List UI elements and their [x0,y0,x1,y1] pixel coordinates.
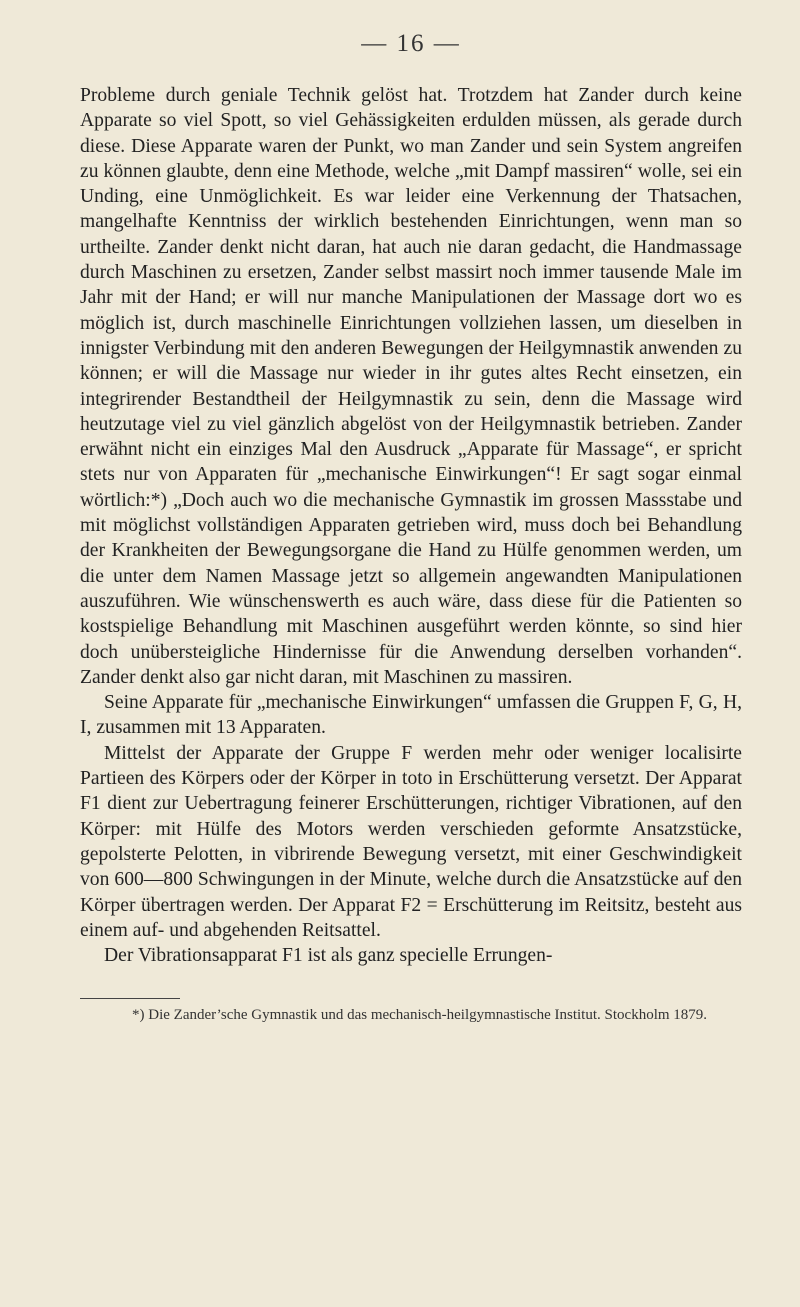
paragraph-zander-apparatus: Probleme durch geniale Technik gelöst hat. Trotzdem hat Zander durch keine Apparate so viel Spott, so viel Gehässigkeiten erdulden müssen, als gerade durch diese. Diese Apparate waren der Punkt, wo man Zander und sein System angreifen zu können glaubte, denn eine Methode, welche „mit Dampf massiren“ wolle, sei ein Unding, eine Unmöglichkeit. Es war leider eine Verkennung der Thatsachen, mangelhafte Kenntniss der wirklich bestehenden Einrichtungen, wenn man so urtheilte. Zander denkt nicht daran, hat auch nie daran gedacht, die Handmassage durch Maschinen zu ersetzen, Zander selbst massirt noch immer tausende Male im Jahr mit der Hand; er will nur manche Manipulationen der Massage dort wo es möglich ist, durch maschinelle Einrichtungen vollziehen lassen, um dieselben in innigster Verbindung mit den anderen Bewegungen der Heilgymnastik anwenden zu können; er will die Massage nur wieder in ihr gutes altes Recht einsetzen, ein integrirender Bestandtheil der Heilgymnastik zu sein, denn die Massage wird heutzutage viel zu viel gänzlich abgelöst von der Heilgymnastik betrieben. Zander erwähnt nicht ein einziges Mal den Ausdruck „Apparate für Massage“, er spricht stets nur von Apparaten für „mechanische Einwirkungen“! Er sagt sogar einmal wörtlich:*) „Doch auch wo die mechanische Gymnastik im grossen Massstabe und mit möglichst vollständigen Apparaten getrieben wird, muss doch bei Behandlung der Krankheiten der Bewegungsorgane die Hand zu Hülfe genommen werden, um die unter dem Namen Massage jetzt so allgemein angewandten Manipulationen auszuführen. Wie wünschenswerth es auch wäre, dass diese für die Patienten so kostspielige Behandlung mit Maschinen ausgeführt werden könnte, so sind hier doch unübersteigliche Hindernisse für die Anwendung derselben vorhanden“. Zander denkt also gar nicht daran, mit Maschinen zu massiren. [80,85,742,688]
footnote [80,1005,742,1025]
footnote-text: *) Die Zander’sche Gymnastik und das mechanisch-heilgymnastische Institut. Stockholm 1879. [132,1007,708,1024]
page-number: — 16 — [361,30,461,57]
paragraph-vibration-apparatus: Der Vibrationsapparat F1 ist als ganz specielle Errungen- [104,945,553,967]
body-text [80,83,742,968]
paragraph-groups: Seine Apparate für „mechanische Einwirkungen“ umfassen die Gruppen F, G, H, I, zusammen mit 13 Apparaten. [80,692,742,739]
paragraph-group-f: Mittelst der Apparate der Gruppe F werden mehr oder weniger localisirte Partieen des Körpers oder der Körper in toto in Erschütterung versetzt. Der Apparat F1 dient zur Uebertragung feinerer Erschütterungen, richtiger Vibrationen, auf den Körper: mit Hülfe des Motors werden verschieden geformte Ansatzstücke, gepolsterte Pelotten, in vibrirende Bewegung versetzt, mit einer Geschwindigkeit von 600—800 Schwingungen in der Minute, welche durch die Ansatzstücke auf den Körper übertragen werden. Der Apparat F2 = Erschütterung im Reitsitz, besteht aus einem auf- und abgehenden Reitsattel. [80,742,742,941]
footnote-divider [80,998,180,999]
